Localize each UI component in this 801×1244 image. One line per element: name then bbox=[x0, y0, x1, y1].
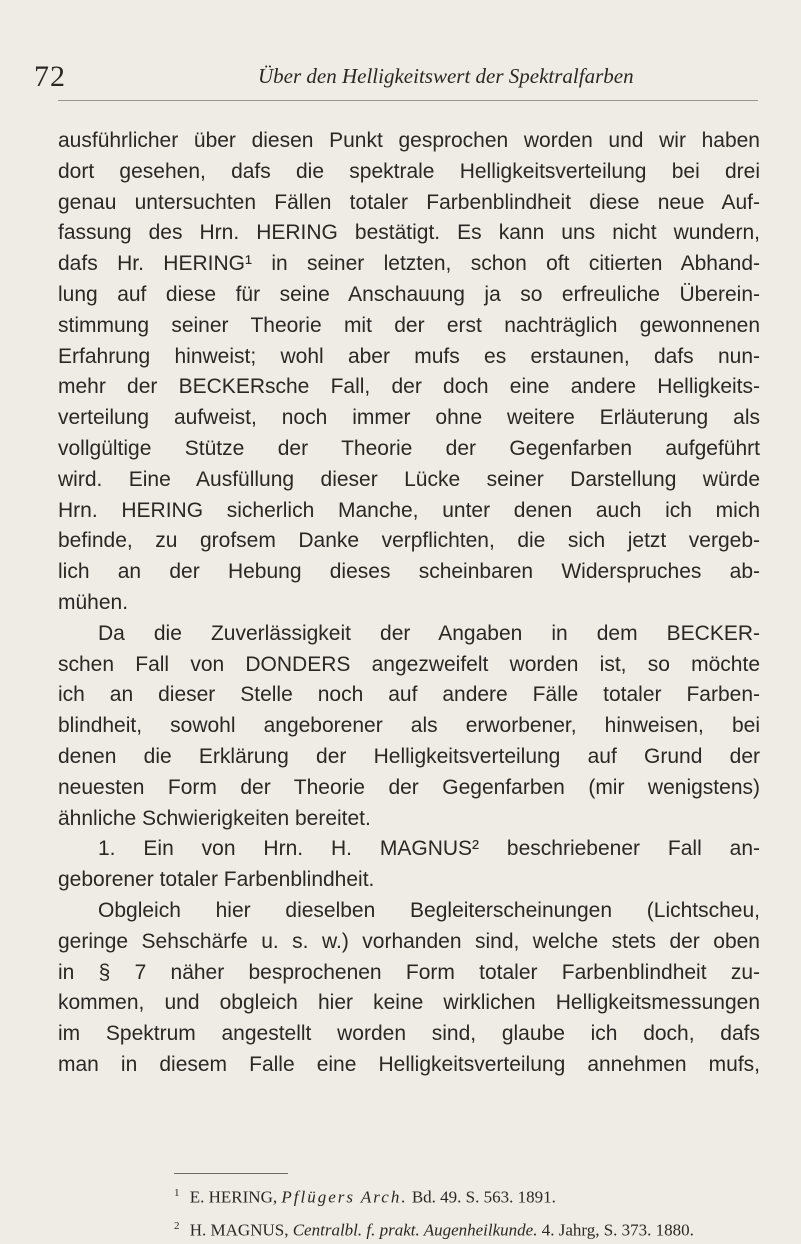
text-line: schen Fall von DONDERS angezweifelt worden ist, so möchte bbox=[58, 652, 760, 676]
text-line: vollgültige Stütze der Theorie der Gegenfarben aufgeführt bbox=[58, 436, 760, 460]
footnote-author: E. HERING, bbox=[189, 1187, 278, 1207]
footnote-details: 4. Jahrg, S. 373. 1880. bbox=[541, 1220, 694, 1240]
text-line: mühen. bbox=[58, 590, 129, 614]
text-line: in § 7 näher besprochenen Form totaler Farbenblindheit zu- bbox=[58, 960, 760, 984]
text-line: mehr der BECKERsche Fall, der doch eine andere Helligkeits- bbox=[58, 375, 760, 399]
text-line: blindheit, sowohl angeborener als erworbener, hinweisen, bei bbox=[58, 714, 760, 738]
footnote-source: Centralbl. f. prakt. Augenheilkunde. bbox=[292, 1220, 538, 1240]
text-line: man in diesem Falle eine Helligkeitsverteilung annehmen mufs, bbox=[58, 1052, 760, 1076]
text-line: fassung des Hrn. HERING bestätigt. Es kann uns nicht wundern, bbox=[58, 221, 760, 245]
text-line: dort gesehen, dafs die spektrale Helligkeitsverteilung bei drei bbox=[58, 159, 760, 183]
text-line: Erfahrung hinweist; wohl aber mufs es erstaunen, dafs nun- bbox=[58, 344, 760, 368]
text-line: ausführlicher über diesen Punkt gesprochen worden und wir haben bbox=[58, 129, 760, 152]
text-line: lung auf diese für seine Anschauung ja so erfreuliche Überein- bbox=[58, 282, 760, 306]
text-line: lich an der Hebung dieses scheinbaren Widerspruches ab- bbox=[58, 560, 760, 584]
text-line: denen die Erklärung der Helligkeitsverteilung auf Grund der bbox=[58, 744, 760, 768]
text-line: geborener totaler Farbenblindheit. bbox=[58, 868, 375, 892]
text-line: dafs Hr. HERING¹ in seiner letzten, schon oft citierten Abhand- bbox=[58, 252, 760, 276]
footnote-1 bbox=[174, 1179, 774, 1212]
text-line: Da die Zuverlässigkeit der Angaben in dem BECKER- bbox=[98, 621, 760, 645]
text-line: wird. Eine Ausfüllung dieser Lücke seiner Darstellung würde bbox=[58, 467, 760, 491]
text-line: stimmung seiner Theorie mit der erst nachträglich gewonnenen bbox=[58, 313, 760, 337]
text-line: Obgleich hier dieselben Begleiterscheinungen (Lichtscheu, bbox=[98, 898, 760, 922]
text-line: 1. Ein von Hrn. H. MAGNUS² beschriebener Fall an- bbox=[98, 837, 760, 861]
running-head: Über den Helligkeitswert der Spektralfarben bbox=[258, 64, 634, 88]
footnote-mark: 2 bbox=[174, 1219, 180, 1232]
text-line: kommen, und obgleich hier keine wirklichen Helligkeitsmessungen bbox=[58, 991, 760, 1015]
footnote-details: Bd. 49. S. 563. 1891. bbox=[411, 1187, 556, 1207]
text-line: ich an dieser Stelle noch auf andere Fälle totaler Farben- bbox=[58, 683, 760, 707]
text-line: geringe Sehschärfe u. s. w.) vorhanden sind, welche stets der oben bbox=[58, 929, 760, 953]
footnote-source: Pflügers Arch. bbox=[281, 1187, 408, 1207]
footnote-rule bbox=[174, 1173, 288, 1174]
text-line: genau untersuchten Fällen totaler Farbenblindheit diese neue Auf- bbox=[58, 190, 760, 214]
footnote-2 bbox=[174, 1212, 774, 1244]
text-line: ähnliche Schwierigkeiten bereitet. bbox=[58, 806, 371, 830]
page-number: 72 bbox=[34, 60, 66, 93]
text-line: neuesten Form der Theorie der Gegenfarben (mir wenigstens) bbox=[58, 775, 760, 799]
footnotes bbox=[174, 1179, 774, 1244]
footnote-mark: 1 bbox=[174, 1187, 180, 1199]
text-line: Hrn. HERING sicherlich Manche, unter denen auch ich mich bbox=[58, 498, 760, 522]
header-rule bbox=[58, 100, 758, 101]
text-line: im Spektrum angestellt worden sind, glaube ich doch, dafs bbox=[58, 1022, 760, 1046]
footnote-author: H. MAGNUS, bbox=[189, 1220, 289, 1240]
body-text bbox=[58, 126, 760, 1081]
text-line: befinde, zu grofsem Danke verpflichten, die sich jetzt vergeb- bbox=[58, 529, 760, 553]
text-line: verteilung aufweist, noch immer ohne weitere Erläuterung als bbox=[58, 406, 760, 430]
